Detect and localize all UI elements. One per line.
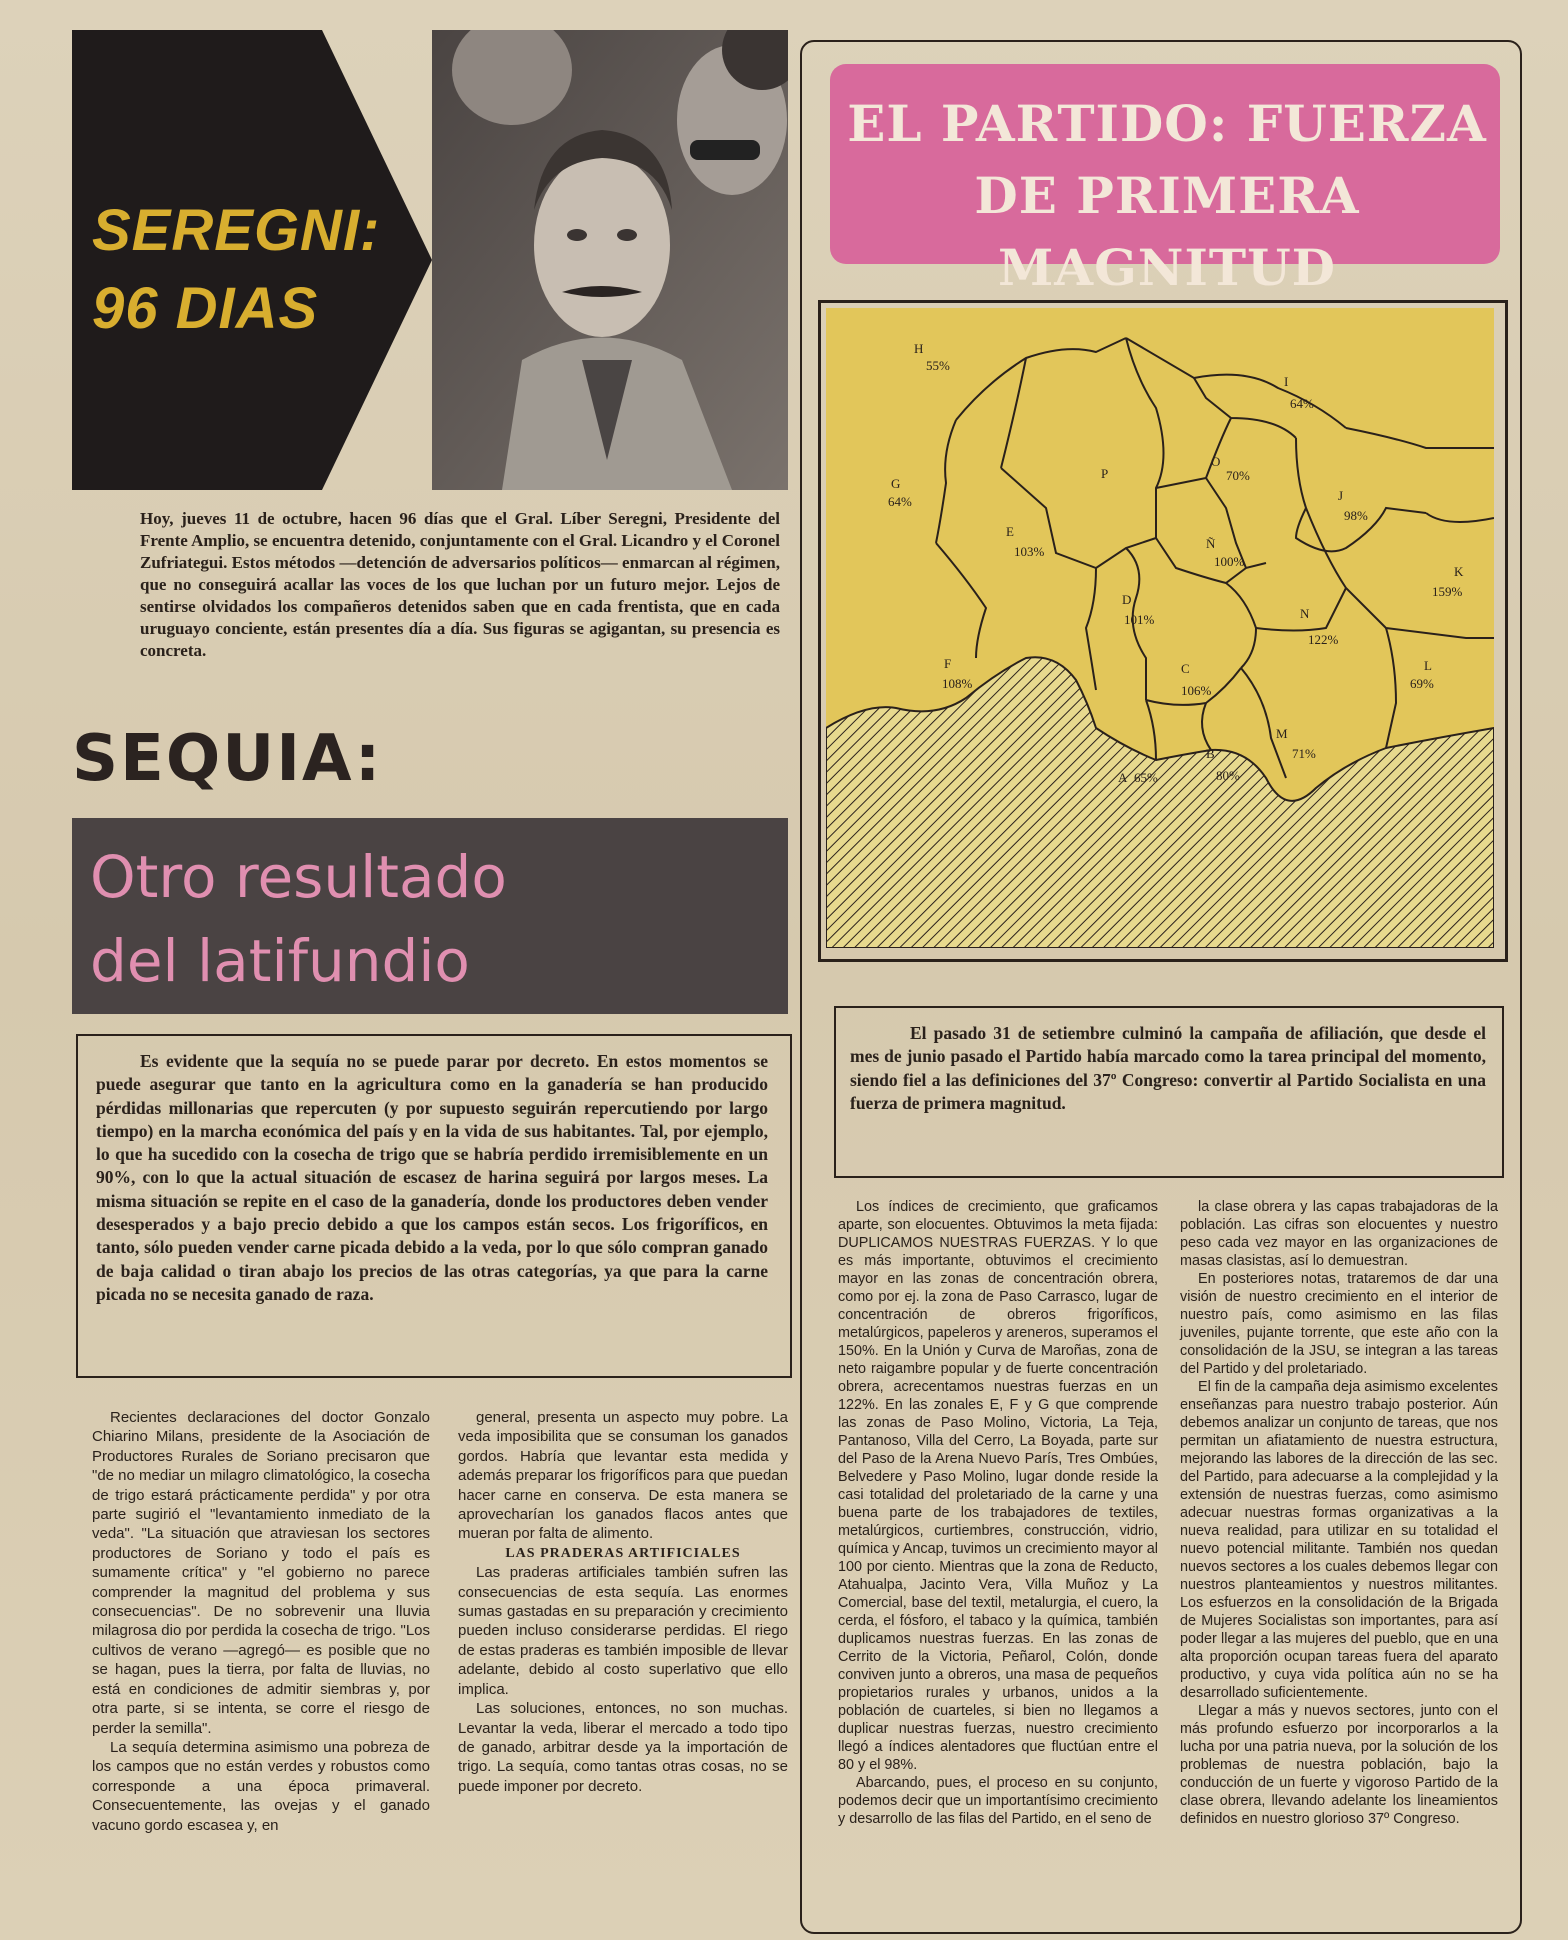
zone-label-letter: F xyxy=(944,656,952,671)
zone-label-letter: E xyxy=(1006,524,1014,539)
zone-growth-map xyxy=(826,308,1494,948)
partido-title-line2: DE PRIMERA MAGNITUD xyxy=(974,166,1360,297)
partido-col2-paragraph: En posteriores notas, trataremos de dar una visión de nuestro crecimiento en el interior de nuestro país, como asimismo en las filas juveniles, pujante torrente, que este año con la consolidación de la JSU, se integran a las tareas del Partido y del proletariado. xyxy=(1180,1271,1498,1377)
sequia-headline: SEQUIA: xyxy=(72,722,383,796)
seregni-title-line1: SEREGNI: xyxy=(92,198,381,263)
zone-label-letter: C xyxy=(1181,661,1190,676)
zone-label-letter: G xyxy=(891,476,901,491)
zone-label-pct: 106% xyxy=(1181,683,1212,698)
zone-label-letter: H xyxy=(914,341,924,356)
praderas-subheading: LAS PRADERAS ARTIFICIALES xyxy=(505,1545,741,1561)
partido-col2-paragraph: El fin de la campaña deja asimismo excelentes enseñanzas para nuestro trabajo posterior. Aún debemos analizar un conjunto de tareas, que nos permitan un afiatamiento de nuestra estructura, mejorando las labores de la dirección de las sec. del Partido, para adecuarse a la complejidad y la extensión de nuestras fuerzas, como asimismo adecuar nuestras formas organizativas a la nueva realidad, para utilizar en su totalidad el nuevo potencial militante. También nos quedan nuevos sectores a los cuales debemos llegar con nuestros planteamientos y nuestros militantes. Los esfuerzos en la consolidación de la Brigada de Mujeres Socialistas son importantes, para así poder llegar a las mujeres del pueblo, que en una alta proporción ocupan tareas fuera del aparato productivo, y cuya vida política aún no se ha desarrollado suficientemente. xyxy=(1180,1379,1498,1701)
partido-column-1 xyxy=(838,1198,1158,1828)
sequia-col1-paragraph: Recientes declaraciones del doctor Gonzalo Chiarino Milans, presidente de la Asociación de Productores Rurales de Soriano precisaron que "de no mediar un milagro climatológico, la cosecha de trigo estará prácticamente perdida" y por otra parte sugirió el "levantamiento inmediato de la veda". "La situación que atraviesan los sectores productores de Soriano y todo el país es sumamente crítica" y "el gobierno no parece comprender la magnitud del problema y sus consecuencias". De no sobrevenir una lluvia milagrosa dio por perdida la cosecha de trigo. "Los cultivos de verano —agregó— es posible que no se hagan, pues la tierra, por falta de lluvias, no está en condiciones de admitir siembras y, por otra parte, si se intenta, se corre el riesgo de perder la semilla". xyxy=(92,1409,430,1737)
zone-label-letter: M xyxy=(1276,726,1288,741)
zone-label-letter: I xyxy=(1284,374,1289,389)
seregni-intro-paragraph: Hoy, jueves 11 de octubre, hacen 96 días que el Gral. Líber Seregni, Presidente del Frente Amplio, se encuentra detenido, conjuntamente con el Gral. Licandro y el Coronel Zufriategui. Estos métodos —detención de adversarios políticos— enmarcan al régimen, que no conseguirá acallar las voces de los que luchan por un futuro mejor. Lejos de sentirse olvidados los compañeros detenidos saben que en cada frentista, que en cada uruguayo conciente, están presentes día a día. Sus figuras se agigantan, su presencia es concreta. xyxy=(140,509,780,660)
zone-label-pct: 159% xyxy=(1432,584,1463,599)
partido-boxed-text: El pasado 31 de setiembre culminó la campaña de afiliación, que desde el mes de junio pasado el Partido había marcado como la tarea principal del momento, siendo fiel a las definiciones del 37º Congreso: convertir al Partido Socialista en una fuerza de primera magnitud. xyxy=(850,1023,1486,1113)
partido-col1-paragraph: Los índices de crecimiento, que graficamos aparte, son elocuentes. Obtuvimos la meta fijada: DUPLICAMOS NUESTRAS FUERZAS. Y lo que es más importante, obtuvimos el crecimiento mayor en las zonas de concentración obrera, como por ej. la zona de Paso Carrasco, lugar de concentración de obreros frigoríficos, metalúrgicos, papeleros y areneros, superamos el 150%. En la Unión y Curva de Maroñas, zona de neto raigambre popular y de fuerte concentración obrera, acrecentamos nuestras fuerzas en un 122%. En las zonales E, F y G que comprende las zonas de Paso Molino, Victoria, La Teja, Pantanoso, Villa del Cerro, La Boyada, parte sur del Paso de la Arena Nuevo París, Tres Ombúes, Belvedere y Paso Molino, lugar donde reside la casi totalidad del proletariado de la carne y una buena parte de los trabajadores de textiles, metalúrgicos, curtiembres, construcción, vidrio, química y Ancap, tuvimos un crecimiento mayor al 100 por ciento. Mientras que la zona de Reducto, Atahualpa, Jacinto Vera, Villa Muñoz y La Comercial, base del textil, metalurgia, el cuero, la cerda, el fósforo, el tabaco y la química, también duplicamos nuestras fuerzas. En las zonas de Cerrito de la Victoria, Peñarol, Colón, donde conviven junto a obreros, una masa de pequeños propietarios rurales y urbanos, unidos a la población de cuarteles, si bien no llegamos a duplicar nuestras fuerzas, nuestro crecimiento llegó a índices alentadores que fluctúan entre el 80 y el 98%. xyxy=(838,1199,1158,1773)
zone-label-letter: K xyxy=(1454,564,1464,579)
zone-label-pct: 64% xyxy=(888,494,912,509)
zone-label-pct: 64% xyxy=(1290,396,1314,411)
zone-label-letter: Ñ xyxy=(1206,536,1216,551)
zone-label-pct: 69% xyxy=(1410,676,1434,691)
sequia-column-2 xyxy=(458,1408,788,1796)
partido-col2-paragraph: Llegar a más y nuevos sectores, junto con el más profundo esfuerzo por incorporarlos a la lucha por una patria nueva, por la solución de los problemas de nuestra población, bajo la conducción de un fuerte y vigoroso Partido de la clase obrera, llevando adelante los lineamientos definidos en nuestro glorioso 37º Congreso. xyxy=(1180,1703,1498,1827)
seregni-headline xyxy=(92,192,392,348)
sequia-subhead-line2: del latifundio xyxy=(90,927,470,995)
sequia-col2-paragraph: Las praderas artificiales también sufren las consecuencias de esta sequía. Las enormes sumas gastadas en su preparación y crecimiento pueden incluso considerarse perdidas. El riego de estas praderas es también imposible de llevar adelante, debido al costo superlativo que ello implica. xyxy=(458,1564,788,1698)
zone-label-pct: 103% xyxy=(1014,544,1045,559)
partido-col2-paragraph: la clase obrera y las capas trabajadoras de la población. Las cifras son elocuentes y nuestro peso cada vez mayor en las organizaciones de masas clasistas, así lo demuestran. xyxy=(1180,1199,1498,1269)
zone-label-letter: N xyxy=(1300,606,1310,621)
zone-label-pct: 122% xyxy=(1308,632,1339,647)
partido-column-2 xyxy=(1180,1198,1498,1828)
zone-label-pct: 71% xyxy=(1292,746,1316,761)
zone-label-pct: 80% xyxy=(1216,768,1240,783)
zone-label-letter: J xyxy=(1338,488,1344,503)
partido-headline xyxy=(842,88,1492,304)
zone-label-letter: D xyxy=(1122,592,1132,607)
zone-label-pct: 55% xyxy=(926,358,950,373)
zone-label-pct: 65% xyxy=(1134,770,1158,785)
sequia-subhead-line1: Otro resultado xyxy=(90,843,507,911)
zone-label-pct: 101% xyxy=(1124,612,1155,627)
zone-label-pct: 70% xyxy=(1226,468,1250,483)
zone-label-letter: P xyxy=(1101,466,1109,481)
seregni-title-line2: 96 DIAS xyxy=(92,276,319,341)
zone-label-letter: A xyxy=(1118,770,1128,785)
sequia-column-1 xyxy=(92,1408,430,1835)
partido-title-line1: EL PARTIDO: FUERZA xyxy=(847,94,1487,153)
partido-col1-paragraph: Abarcando, pues, el proceso en su conjunto, podemos decir que un importantísimo crecimiento y desarrollo de las filas del Partido, en el seno de xyxy=(838,1775,1158,1827)
sequia-col1-paragraph: La sequía determina asimismo una pobreza de los campos que no están verdes y robustos como corresponde a una época primaveral. Consecuentemente, las ovejas y el ganado vacuno gordo escasea y, en xyxy=(92,1738,430,1834)
sequia-col2-intro: general, presenta un aspecto muy pobre. La veda imposibilita que se consuman los ganados gordos. Habría que levantar esta medida y además preparar los frigoríficos para que puedan hacer carne en conserva. De esta manera se aprovecharían los ganados flacos antes que mueran por falta de alimento. xyxy=(458,1409,788,1543)
seregni-photo xyxy=(432,30,788,490)
sequia-subhead xyxy=(90,835,780,1003)
sequia-boxed-text: Es evidente que la sequía no se puede parar por decreto. En estos momentos se puede asegurar que tanto en la agricultura como en la ganadería se han producido pérdidas millonarias que repercuten (y por supuesto seguirán repercutiendo por largo tiempo) en la marcha económica del país y en la vida de sus habitantes. Tal, por ejemplo, lo que ha sucedido con la cosecha de trigo que se habría perdido irremisiblemente en un 90%, con lo que la actual situación de escasez de harina seguirá por largos meses. La misma situación se repite en el caso de la ganadería, donde los productores deben vender desesperados y a bajo precio debido a que los campos están secos. Los frigoríficos, en tanto, sólo pueden vender carne picada debido a la veda, por lo que sólo compran ganado de baja calidad o tiran abajo los precios de las otras categorías, ya que para la carne picada no se necesita ganado de raza. xyxy=(96,1051,768,1304)
zone-label-letter: L xyxy=(1424,658,1432,673)
zone-label-pct: 100% xyxy=(1214,554,1245,569)
sequia-col2-paragraph: Las soluciones, entonces, no son muchas. Levantar la veda, liberar el mercado a todo tipo de ganado, arbitrar desde ya la importación de trigo. La sequía, como tantas otras cosas, no se puede imponer por decreto. xyxy=(458,1700,788,1795)
zone-label-pct: 98% xyxy=(1344,508,1368,523)
zone-label-letter: B xyxy=(1206,746,1215,761)
zone-label-letter: O xyxy=(1211,454,1221,469)
zone-label-pct: 108% xyxy=(942,676,973,691)
